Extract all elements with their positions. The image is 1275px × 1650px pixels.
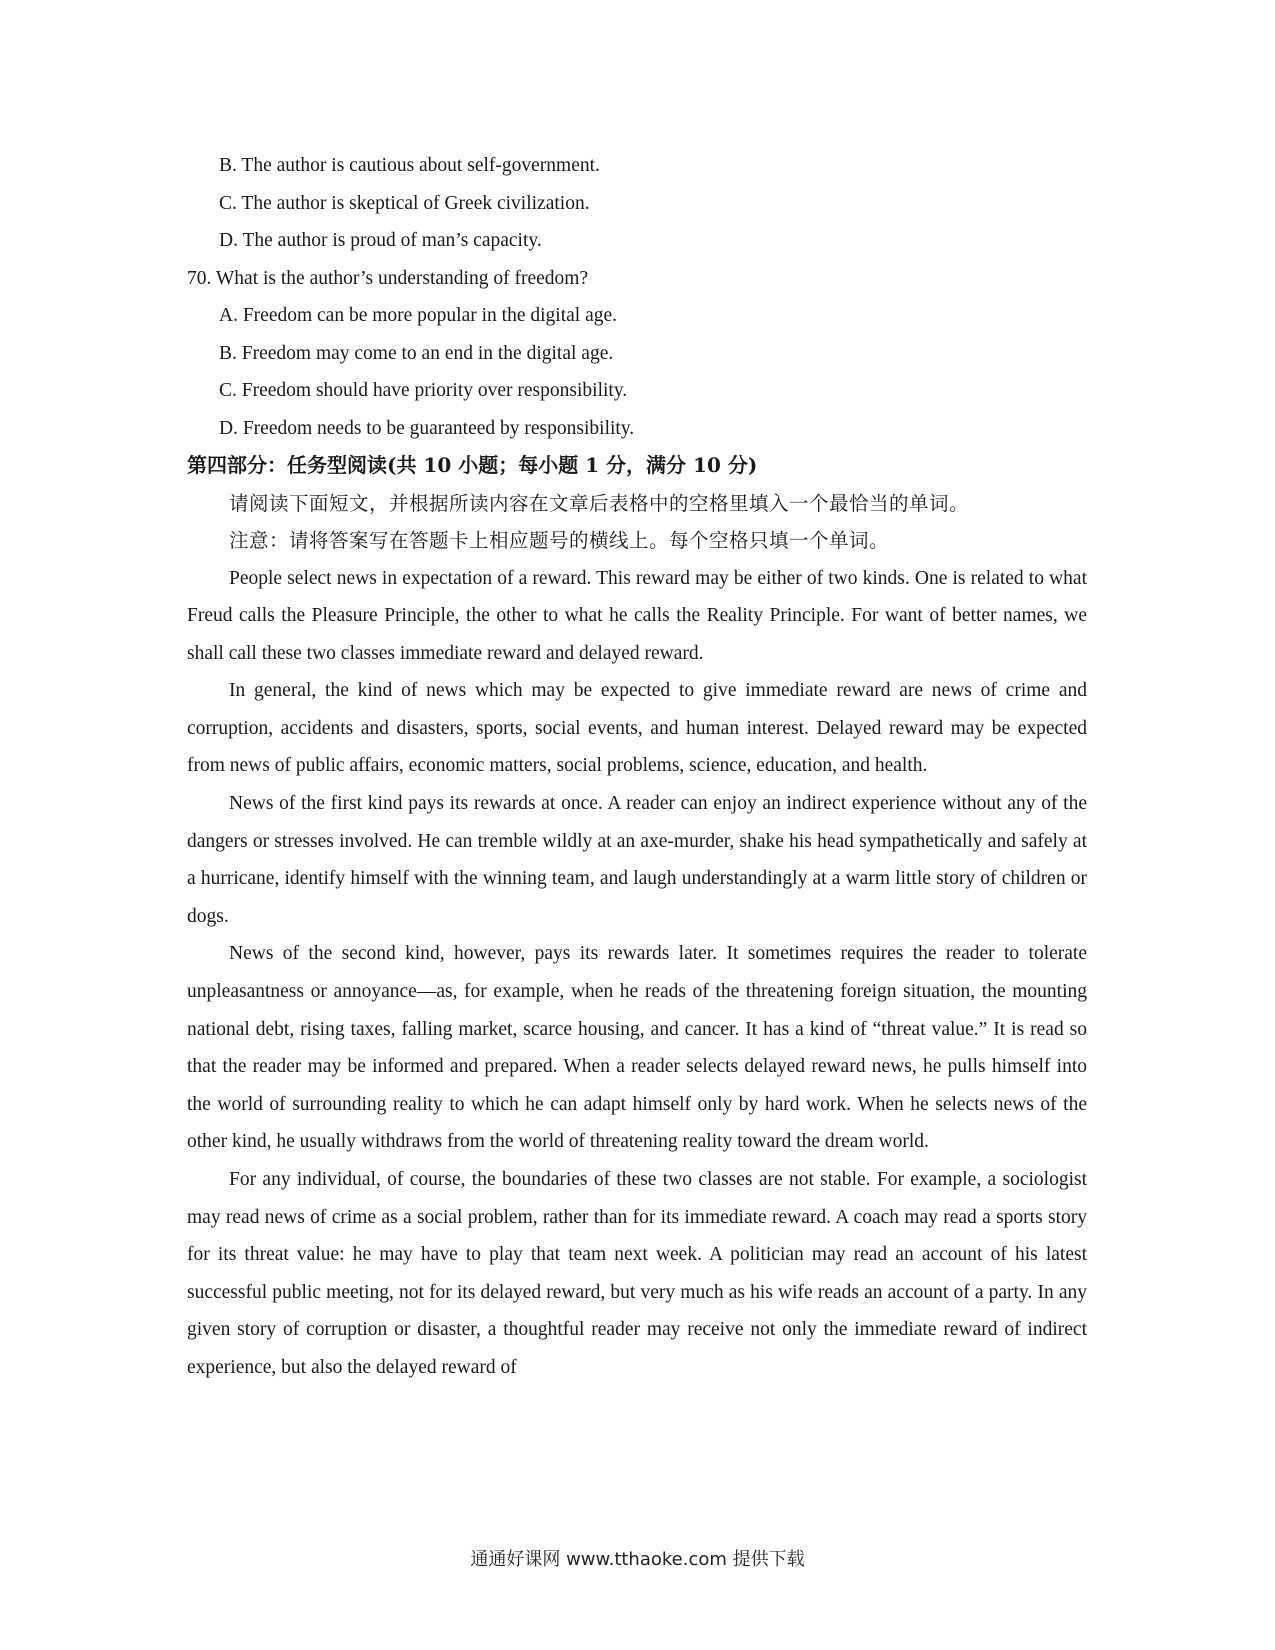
passage-paragraph-5: For any individual, of course, the boundaries of these two classes are not stable. For example, a sociologist may read news of crime as a social problem, rather than for its immediate reward. A coach may read a sports story for its threat value: he may have to play that team next week. A politician may read an account of his latest successful public meeting, not for its delayed reward, but very much as his wife reads an account of a party. In any given story of corruption or disaster, a thoughtful reader may receive not only the immediate reward of indirect experience, but also the delayed reward of bbox=[187, 1169, 1087, 1378]
q69-option-b: B. The author is cautious about self-government. bbox=[219, 155, 600, 176]
q70-stem: 70. What is the author’s understanding of freedom? bbox=[187, 267, 589, 289]
page-content bbox=[187, 147, 1087, 1387]
q70-option-b: B. Freedom may come to an end in the digital age. bbox=[219, 342, 614, 364]
section-4-title: 第四部分：任务型阅读(共 10 小题；每小题 1 分，满分 10 分) bbox=[187, 453, 758, 477]
reading-passage bbox=[187, 560, 1087, 1387]
q70-option-c: C. Freedom should have priority over responsibility. bbox=[219, 380, 628, 401]
page-footer: 通通好课网 www.tthaoke.com 提供下载 bbox=[470, 1549, 805, 1570]
q70-option-a: A. Freedom can be more popular in the digital age. bbox=[219, 305, 617, 326]
section-4-instruction-1: 请阅读下面短文，并根据所读内容在文章后表格中的空格里填入一个最恰当的单词。 bbox=[229, 491, 970, 515]
passage-paragraph-1: People select news in expectation of a reward. This reward may be either of two kinds. One is related to what Freud calls the Pleasure Principle, the other to what he calls the Reality Principle. For want of better names, we shall call these two classes immediate reward and delayed reward. bbox=[187, 567, 1087, 664]
section-4-instruction-2: 注意：请将答案写在答题卡上相应题号的横线上。每个空格只填一个单词。 bbox=[229, 529, 890, 552]
passage-paragraph-2: In general, the kind of news which may be expected to give immediate reward are news of crime and corruption, accidents and disasters, sports, social events, and human interest. Delayed reward may be expected from news of public affairs, economic matters, social problems, science, education, and health. bbox=[187, 680, 1087, 777]
passage-paragraph-3: News of the first kind pays its rewards at once. A reader can enjoy an indirect experience without any of the dangers or stresses involved. He can tremble wildly at an axe-murder, shake his head sympathetically and safely at a hurricane, identify himself with the winning team, and laugh understandingly at a warm little story of children or dogs. bbox=[187, 793, 1087, 927]
q70-option-d: D. Freedom needs to be guaranteed by responsibility. bbox=[219, 417, 635, 439]
q69-option-d: D. The author is proud of man’s capacity. bbox=[219, 230, 542, 251]
passage-paragraph-4: News of the second kind, however, pays its rewards later. It sometimes requires the reader to tolerate unpleasantness or annoyance—as, for example, when he reads of the threatening foreign situation, the mounting national debt, rising taxes, falling market, scarce housing, and cancer. It has a kind of “threat value.” It is read so that the reader may be informed and prepared. When a reader selects delayed reward news, he pulls himself into the world of surrounding reality to which he can adapt himself only by hard work. When he selects news of the other kind, he usually withdraws from the world of threatening reality toward the dream world. bbox=[187, 943, 1087, 1153]
q69-option-c: C. The author is skeptical of Greek civilization. bbox=[219, 192, 590, 214]
